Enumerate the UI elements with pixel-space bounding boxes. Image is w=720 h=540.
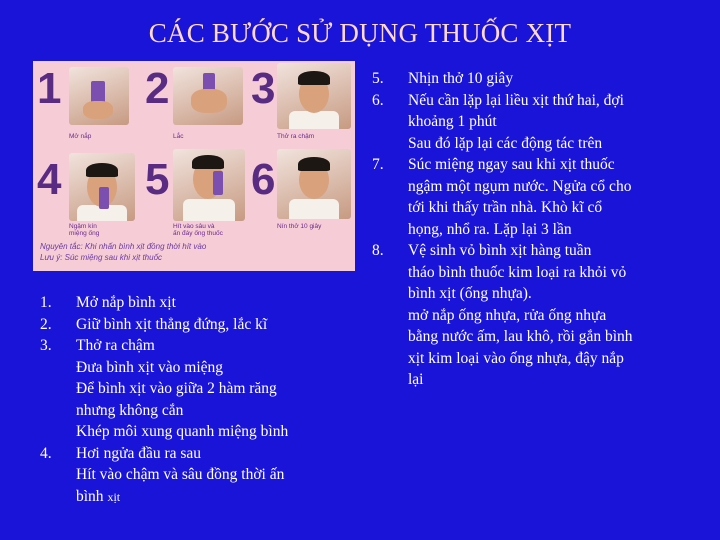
list-item-text: mở nắp ống nhựa, rửa ống nhựa — [408, 306, 607, 324]
list-item-text: Sau đó lặp lại các động tác trên — [408, 134, 603, 152]
list-item-number: 4. — [40, 444, 52, 462]
person-hair-icon — [298, 157, 330, 171]
list-item-number: 5. — [372, 70, 384, 87]
hand-icon — [83, 101, 113, 119]
list-item — [372, 154, 682, 240]
step-4-photo — [69, 153, 135, 221]
list-item-text: nhưng không cắn — [76, 401, 184, 419]
list-item-text: Đưa bình xịt vào miệng — [76, 358, 224, 376]
list-item-number: 7. — [372, 156, 384, 173]
list-item-text-main: bình — [76, 487, 108, 505]
step-1-number: 1 — [37, 64, 62, 113]
list-item-text: Vệ sinh vỏ bình xịt hàng tuần — [408, 242, 592, 259]
list-item-text: họng, nhổ ra. Lặp lại 3 lần — [408, 220, 572, 238]
step-4-caption-line-1: Ngậm kín — [69, 223, 97, 230]
list-item-number: 1. — [40, 294, 52, 311]
list-item-text: Mở nắp bình xịt — [76, 294, 176, 311]
list-item-text: tháo bình thuốc kim loại ra khỏi vỏ — [408, 263, 627, 281]
list-item-text: Súc miệng ngay sau khi xịt thuốc — [408, 156, 615, 173]
step-2-number: 2 — [145, 64, 170, 113]
list-item — [372, 90, 682, 155]
person-hair-icon — [86, 163, 118, 177]
step-3-caption: Thở ra chậm — [277, 133, 315, 140]
right-steps-list — [372, 68, 682, 391]
step-4-number: 4 — [37, 155, 62, 204]
list-item-number: 2. — [40, 315, 52, 333]
left-steps-list — [40, 292, 340, 508]
step-6-photo — [277, 149, 351, 219]
list-item-text: Thở ra chậm — [76, 337, 155, 354]
step-5-caption — [173, 223, 223, 237]
list-item-text: Để bình xịt vào giữa 2 hàm răng — [76, 380, 277, 397]
list-item-text: Nhịn thở 10 giây — [408, 70, 514, 87]
list-item — [372, 240, 682, 391]
list-item — [40, 292, 340, 314]
step-2-photo — [173, 67, 243, 125]
list-item-text: lại — [408, 371, 424, 388]
person-body-icon — [289, 111, 339, 129]
person-body-icon — [183, 199, 235, 221]
step-3-number: 3 — [251, 64, 276, 113]
list-item-text — [76, 486, 340, 509]
step-3-photo — [277, 63, 351, 129]
list-item-number: 8. — [372, 242, 384, 259]
person-body-icon — [289, 199, 339, 219]
step-6-caption: Nín thở 10 giây — [277, 223, 322, 230]
step-5-caption-line-2: ấn đáy ống thuốc — [173, 230, 223, 237]
list-item — [372, 68, 682, 90]
step-4-caption-line-2: miệng ống — [69, 230, 100, 237]
list-item-text: Giữ bình xịt thẳng đứng, lắc kĩ — [76, 315, 268, 333]
list-item-text: Khép môi xung quanh miệng bình — [76, 423, 289, 440]
list-item — [40, 314, 340, 336]
figure-note-reminder: Lưu ý: Súc miệng sau khi xịt thuốc — [40, 253, 163, 262]
step-6-number: 6 — [251, 155, 276, 204]
figure-note-principle: Nguyên tắc: Khi nhấn bình xịt đồng thời hít vào — [40, 242, 207, 251]
slide-title: CÁC BƯỚC SỬ DỤNG THUỐC XỊT — [148, 18, 572, 48]
list-item-text: bình xịt (ống nhựa). — [408, 285, 532, 302]
list-item — [40, 335, 340, 443]
inhaler-icon — [213, 171, 223, 195]
list-item-number: 3. — [40, 337, 52, 354]
list-item-text: Hít vào chậm và sâu đồng thời ấn — [76, 466, 285, 483]
list-item-text: khoảng 1 phút — [408, 113, 497, 130]
step-5-photo — [173, 149, 245, 221]
step-1-caption: Mở nắp — [69, 133, 92, 140]
step-2-caption: Lắc — [173, 133, 184, 140]
step-5-caption-line-1: Hít vào sâu và — [173, 223, 215, 230]
person-hair-icon — [298, 71, 330, 85]
list-item-text: tới khi thấy trần nhà. Khò kĩ cổ — [408, 199, 603, 216]
list-item — [40, 443, 340, 509]
person-hair-icon — [192, 155, 224, 169]
inhaler-icon — [99, 187, 109, 209]
step-4-caption — [69, 223, 99, 237]
hand-icon — [191, 89, 227, 113]
list-item-text: bằng nước ấm, lau khô, rồi gắn bình — [408, 328, 633, 345]
list-item-text: Hơi ngửa đầu ra sau — [76, 444, 202, 462]
list-item-number: 6. — [372, 91, 384, 109]
list-item-text: ngậm một ngụm nước. Ngửa cổ cho — [408, 177, 632, 195]
inhaler-steps-figure — [33, 61, 355, 271]
list-item-text-small: xịt — [107, 489, 121, 504]
step-1-photo — [69, 67, 129, 125]
step-5-number: 5 — [145, 155, 170, 204]
list-item-text: Nếu cần lặp lại liều xịt thứ hai, đợi — [408, 91, 624, 109]
list-item-text: xịt kim loại vào ống nhựa, đậy nắp — [408, 349, 624, 367]
